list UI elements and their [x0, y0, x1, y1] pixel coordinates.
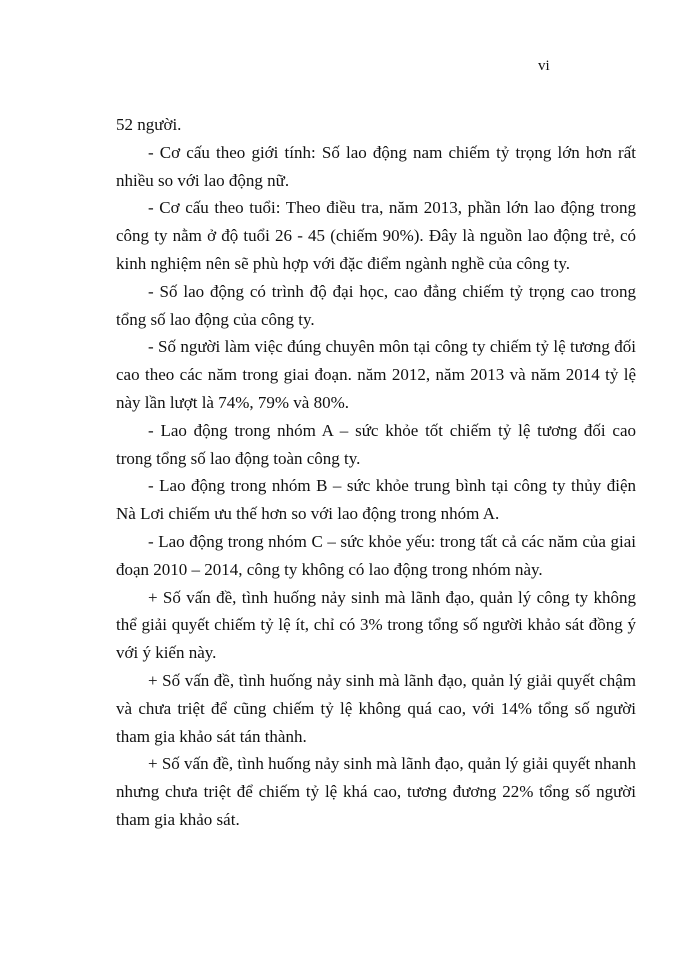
document-body	[116, 111, 636, 834]
paragraph-age-structure: - Cơ cấu theo tuổi: Theo điều tra, năm 2013, phần lớn lao động trong công ty nằm ở độ tuổi 26 - 45 (chiếm 90%). Đây là nguồn lao động trẻ, có kinh nghiệm nên sẽ phù hợp với đặc điểm ngành nghề của công ty.	[116, 198, 636, 273]
paragraph-slow-resolution: + Số vấn đề, tình huống nảy sinh mà lãnh đạo, quản lý giải quyết chậm và chưa triệt để cũng chiếm tỷ lệ không quá cao, với 14% tổng số người tham gia khảo sát tán thành.	[116, 670, 636, 746]
paragraph-health-group-a: - Lao động trong nhóm A – sức khỏe tốt chiếm tỷ lệ tương đối cao trong tổng số lao động toàn công ty.	[116, 420, 636, 468]
paragraph-health-group-b: - Lao động trong nhóm B – sức khỏe trung bình tại công ty thủy điện Nà Lơi chiếm ưu thế hơn so với lao động trong nhóm A.	[116, 476, 636, 524]
paragraph-education-level: - Số lao động có trình độ đại học, cao đẳng chiếm tỷ trọng cao trong tổng số lao động của công ty.	[116, 281, 636, 329]
paragraph-fast-incomplete-resolution: + Số vấn đề, tình huống nảy sinh mà lãnh đạo, quản lý giải quyết nhanh nhưng chưa triệt để chiếm tỷ lệ khá cao, tương đương 22% tổng số người tham gia khảo sát.	[116, 754, 636, 829]
paragraph-gender-structure: - Cơ cấu theo giới tính: Số lao động nam chiếm tỷ trọng lớn hơn rất nhiều so với lao động nữ.	[116, 142, 636, 190]
paragraph-continuation: 52 người.	[116, 115, 182, 134]
page-number: vi	[538, 58, 550, 74]
paragraph-unresolved-issues: + Số vấn đề, tình huống nảy sinh mà lãnh đạo, quản lý công ty không thể giải quyết chiếm tỷ lệ ít, chỉ có 3% trong tổng số người khảo sát đồng ý với ý kiến này.	[116, 587, 636, 663]
paragraph-health-group-c: - Lao động trong nhóm C – sức khỏe yếu: trong tất cả các năm của giai đoạn 2010 – 2014, công ty không có lao động trong nhóm này.	[116, 531, 636, 579]
paragraph-specialty-match: - Số người làm việc đúng chuyên môn tại công ty chiếm tỷ lệ tương đối cao theo các năm trong giai đoạn. năm 2012, năm 2013 và năm 2014 tỷ lệ này lần lượt là 74%, 79% và 80%.	[116, 337, 636, 412]
